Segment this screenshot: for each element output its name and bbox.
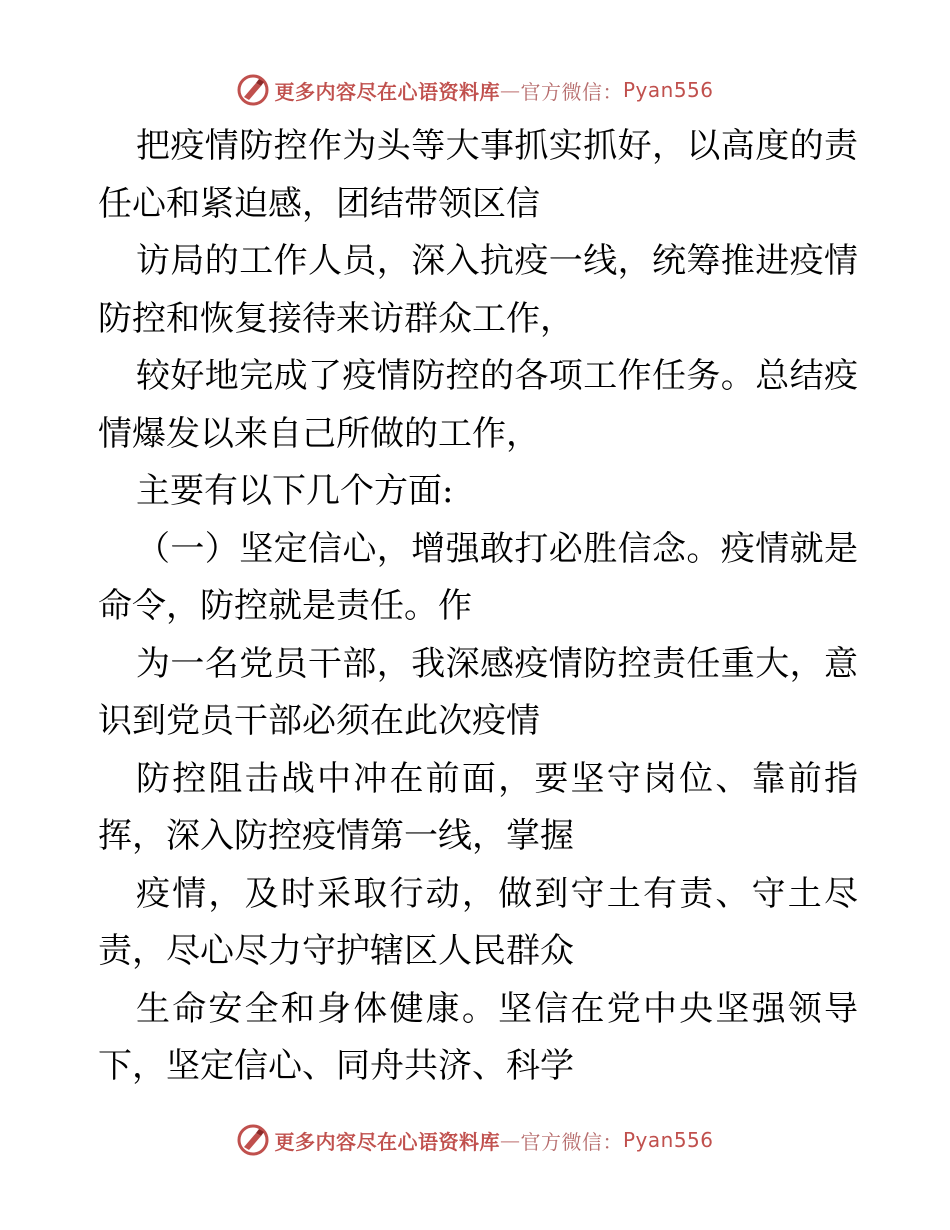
watermark-wechat-label: 官方微信：	[520, 1129, 623, 1154]
paragraph: 疫情，及时采取行动，做到守土有责、守土尽责，尽心尽力守护辖区人民群众	[98, 873, 858, 971]
brush-pen-icon	[236, 73, 270, 107]
watermark-brand: 更多内容尽在心语资料库	[274, 1129, 500, 1154]
footer-watermark	[0, 1120, 950, 1160]
watermark-wechat-id: Pyan556	[622, 78, 714, 102]
header-watermark	[0, 70, 950, 110]
paragraph: 生命安全和身体健康。坚信在党中央坚强领导下，坚定信心、同舟共济、科学	[98, 988, 858, 1086]
watermark-brand: 更多内容尽在心语资料库	[274, 79, 500, 104]
brush-pen-icon	[236, 1123, 270, 1157]
watermark-separator: —	[499, 1128, 521, 1152]
watermark-separator: —	[499, 78, 521, 102]
paragraph: （一）坚定信心，增强敢打必胜信念。疫情就是命令，防控就是责任。作	[98, 528, 858, 626]
paragraph: 较好地完成了疫情防控的各项工作任务。总结疫情爆发以来自己所做的工作，	[98, 356, 858, 454]
paragraph: 把疫情防控作为头等大事抓实抓好，以高度的责任心和紧迫感，团结带领区信	[98, 126, 858, 224]
paragraph: 为一名党员干部，我深感疫情防控责任重大，意识到党员干部必须在此次疫情	[98, 643, 858, 741]
watermark-wechat-label: 官方微信：	[520, 79, 623, 104]
watermark-wechat-id: Pyan556	[622, 1128, 714, 1152]
paragraph: 访局的工作人员，深入抗疫一线，统筹推进疫情防控和恢复接待来访群众工作，	[98, 241, 858, 339]
paragraph: 主要有以下几个方面:	[136, 471, 454, 511]
document-body	[98, 118, 858, 1096]
paragraph: 防控阻击战中冲在前面，要坚守岗位、靠前指挥，深入防控疫情第一线，掌握	[98, 758, 858, 856]
